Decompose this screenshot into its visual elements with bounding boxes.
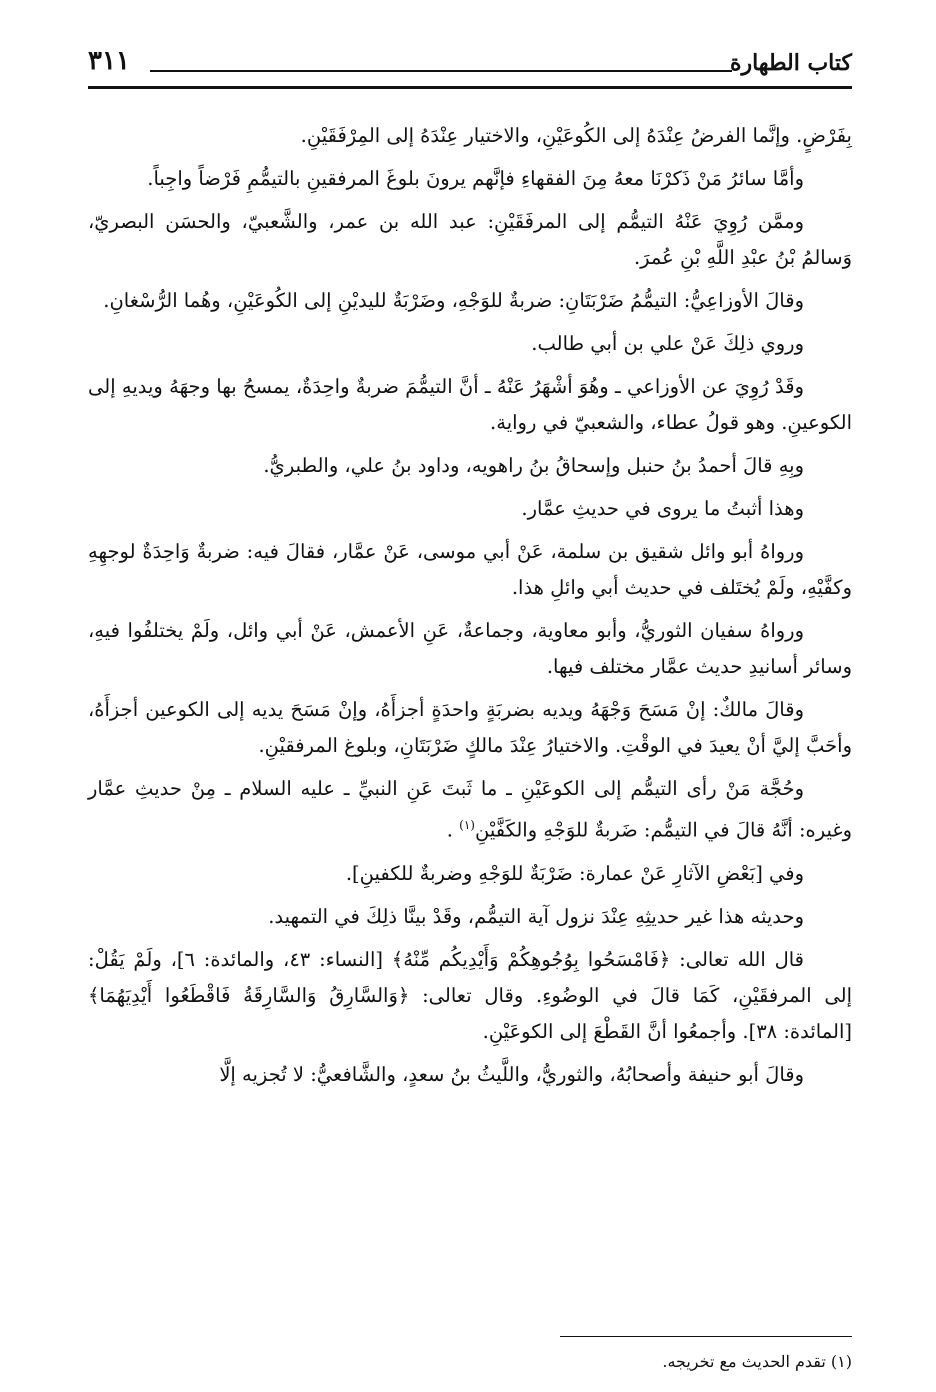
paragraph: وهذا أثبتُ ما يروى في حديثِ عمَّار. [521, 497, 804, 520]
paragraph: بِفَرْضٍ. وإنَّما الفرضُ عِنْدَهُ إلى الكُوعَيْنِ، والاختيار عِنْدَهُ إلى المِرْفَقَيْنِ. [300, 124, 852, 147]
paragraph: وقالَ أبو حنيفة وأصحابُهُ، والثوريُّ، واللَّيثُ بنُ سعدٍ، والشَّافعيُّ: لا تُجزيه إلَّا [219, 1062, 804, 1086]
main-text [88, 118, 852, 1100]
page-header [88, 44, 852, 88]
paragraph: قال الله تعالى: ﴿فَامْسَحُوا بِوُجُوهِكُمْ وَأَيْدِيكُم مِّنْهُ﴾ [النساء: ٤٣، والمائدة: ٦]، ولَمْ يَقُلْ: إلى المرفقَيْنِ، كَمَا قالَ في الوضُوءِ. وقال تعالى: ﴿وَالسَّارِقُ وَالسَّارِقَةُ فَاقْطَعُوا أَيْدِيَهُمَا﴾ [المائدة: ٣٨]. وأجمعُوا أنَّ القَطْعَ إلى الكوعَيْنِ. [88, 947, 852, 1043]
paragraph: وحديثه هذا غير حديثِهِ عِنْدَ نزول آية التيمُّم، وقَدْ بينَّا ذلِكَ في التمهيد. [268, 904, 804, 928]
paragraph: وقَدْ رُوِيَ عن الأوزاعي ـ وهُوَ أشْهَرُ عَنْهُ ـ أنَّ التيمُّمَ ضربةٌ واحِدَةٌ، يمسحُ بها وجهَهُ ويديهِ إلى الكوعينِ. وهو قولُ عطاء، والشعبيّ في رواية. [88, 375, 852, 434]
footnote-separator [560, 1336, 852, 1337]
header-line [150, 70, 732, 72]
paragraph: وقالَ مالكٌ: إنْ مَسَحَ وَجْهَهُ ويديه بضربَةٍ واحدَةٍ أجزأَهُ، وإنْ مَسَحَ يديه إلى الكوعين أجزأَهُ، وأحَبَّ إليَّ أنْ يعيدَ في الوقْتِ. والاختيارُ عِنْدَ مالكٍ ضَرْبَتَانِ، وبلوغ المرفقيْنِ. [88, 698, 852, 757]
paragraph: ورواهُ سفيان الثوريُّ، وأبو معاوية، وجماعةٌ، عَنِ الأعمش، عَنْ أبي وائل، ولَمْ يختلفُوا فيهِ، وسائر أسانيدِ حديث عمَّار مختلف فيها. [88, 619, 852, 678]
running-title: كتاب الطهارة [729, 50, 852, 76]
footnote-reference: (١) [459, 818, 475, 832]
paragraph: وروي ذلِكَ عَنْ علي بن أبي طالب. [531, 332, 804, 355]
paragraph: وبِهِ قالَ أحمدُ بنُ حنبل وإسحاقُ بنُ راهويه، وداود بنُ علي، والطبريُّ. [263, 454, 804, 477]
paragraph: ورواهُ أبو وائل شقيق بن سلمة، عَنْ أبي موسى، عَنْ عمَّار، فقالَ فيه: ضربةٌ وَاحِدَةٌ لوجهِهِ وكفَّيْهِ، ولَمْ يُختَلف في حديث أبي وائلِ هذا. [88, 540, 852, 599]
footnote: (١) تقدم الحديث مع تخريجه. [662, 1352, 852, 1371]
page-number: ٣١١ [88, 46, 130, 76]
paragraph: وأمَّا سائرُ مَنْ ذَكرْنَا معهُ مِنَ الفقهاءِ فإنَّهم يرونَ بلوغَ المرفقينِ بالتيمُّمِ فَرْضاً واجِباً. [147, 167, 804, 190]
paragraph [88, 771, 852, 849]
paragraph-end: . [446, 818, 460, 842]
paragraph: وممَّن رُوِيَ عَنْهُ التيمُّم إلى المرفَقَيْنِ: عبد الله بن عمر، والشَّعبيّ، والحسَن البصريّ، وَسالمُ بْنُ عبْدِ اللَّهِ بْنِ عُمرَ. [88, 210, 852, 269]
paragraph: وفي [بَعْضِ الآثارِ عَنْ عمارة: ضَرْبَةٌ للوَجْهِ وضربةٌ للكفينِ]. [345, 861, 804, 885]
header-rule [88, 86, 852, 89]
paragraph-text: وحُجَّة مَنْ رأى التيمُّم إلى الكوعَيْنِ ـ ما ثَبتَ عَنِ النبيِّ ـ عليه السلام ـ مِنْ حديثِ عمَّار وغيره: أنَّهُ قالَ في التيمُّم: ضَربةٌ للوَجْهِ والكَفَّيْنِ [88, 777, 852, 842]
paragraph: وقالَ الأوزاعِيُّ: التيمُّمُ ضَرْبَتَانِ: ضربةٌ للوَجْهِ، وضَرْبَةٌ لليديْنِ إلى الكُوعَيْنِ، وهُما الرُّسْغانِ. [103, 289, 804, 312]
